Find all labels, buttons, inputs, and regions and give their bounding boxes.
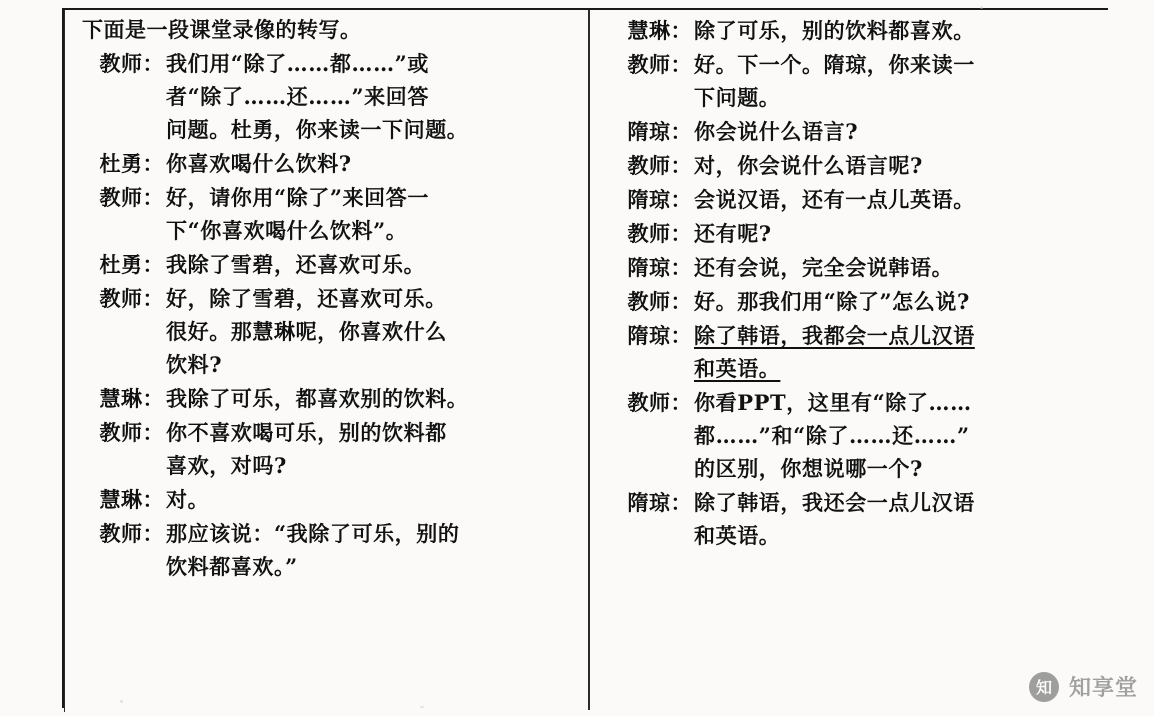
dialogue-turn <box>600 149 1100 182</box>
utterance-text <box>692 217 1100 250</box>
watermark-label: 知享堂 <box>1068 675 1138 701</box>
speaker-label: 教师： <box>99 51 164 76</box>
utterance-text <box>692 183 1100 216</box>
left-column <box>72 14 584 584</box>
dialogue-turn <box>600 48 1100 114</box>
speaker-label: 杜勇： <box>99 252 164 277</box>
dialogue-turn <box>72 47 584 146</box>
utterance-line: 除了韩语，我还会一点儿汉语 <box>694 490 975 515</box>
paper-speck <box>980 6 983 9</box>
speaker-label: 隋琼： <box>627 323 692 348</box>
utterance-text <box>164 483 584 516</box>
speaker-label: 隋琼： <box>627 255 692 280</box>
utterance-line: 除了韩语，我都会一点儿汉语 <box>694 323 975 348</box>
watermark <box>1029 671 1138 702</box>
utterance-line: 对，你会说什么语言呢? <box>694 153 923 178</box>
utterance-line: 下“你喜欢喝什么饮料”。 <box>166 218 408 243</box>
dialogue-turn <box>72 147 584 180</box>
utterance-text <box>692 115 1100 148</box>
utterance-line: 好，请你用“除了”来回答一 <box>166 185 429 210</box>
speaker-label: 教师： <box>627 221 692 246</box>
intro-text: 下面是一段课堂录像的转写。 <box>82 17 362 42</box>
utterance-line: 者“除了……还……”来回答 <box>166 84 429 109</box>
speaker-label: 隋琼： <box>627 119 692 144</box>
utterance-line: 的区别，你想说哪一个? <box>694 456 923 481</box>
utterance-line: 好。下一个。隋琼，你来读一 <box>694 52 975 77</box>
speaker-label: 教师： <box>99 286 164 311</box>
dialogue-turn <box>600 486 1100 552</box>
utterance-line: 饮料? <box>166 352 223 377</box>
utterance-line: 那应该说：“我除了可乐，别的 <box>166 521 460 546</box>
utterance-line: 会说汉语，还有一点儿英语。 <box>694 187 975 212</box>
right-column <box>600 14 1100 553</box>
dialogue-turn <box>600 115 1100 148</box>
utterance-line: 你不喜欢喝可乐，别的饮料都 <box>166 420 447 445</box>
utterance-text <box>164 181 584 247</box>
utterance-line: 除了可乐，别的饮料都喜欢。 <box>694 18 975 43</box>
utterance-text <box>692 285 1100 318</box>
utterance-line: 还有呢? <box>694 221 772 246</box>
dialogue-turn <box>600 285 1100 318</box>
utterance-text <box>692 48 1100 114</box>
utterance-line: 饮料都喜欢。” <box>166 554 298 579</box>
utterance-text <box>164 517 584 583</box>
utterance-line: 对。 <box>166 487 210 512</box>
utterance-line: 问题。杜勇，你来读一下问题。 <box>166 117 469 142</box>
speaker-label: 隋琼： <box>627 187 692 212</box>
utterance-line: 很好。那慧琳呢，你喜欢什么 <box>166 319 447 344</box>
watermark-logo-icon: 知 <box>1029 672 1059 702</box>
dialogue-turn <box>72 483 584 516</box>
speaker-label: 教师： <box>627 52 692 77</box>
column-divider <box>588 10 590 710</box>
utterance-line: 好，除了雪碧，还喜欢可乐。 <box>166 286 447 311</box>
paper-speck <box>120 700 123 703</box>
speaker-label: 隋琼： <box>627 490 692 515</box>
utterance-line: 你会说什么语言? <box>694 119 859 144</box>
utterance-text <box>692 149 1100 182</box>
utterance-line: 都……”和“除了……还……” <box>694 423 970 448</box>
speaker-label: 慧琳： <box>627 18 692 43</box>
utterance-line: 我们用“除了……都……”或 <box>166 51 429 76</box>
dialogue-turn <box>600 386 1100 485</box>
speaker-label: 教师： <box>99 185 164 210</box>
utterance-text <box>692 251 1100 284</box>
utterance-text <box>692 386 1100 485</box>
utterance-text <box>164 282 584 381</box>
utterance-line: 你喜欢喝什么饮料? <box>166 151 352 176</box>
utterance-line: 我除了雪碧，还喜欢可乐。 <box>166 252 426 277</box>
dialogue-turn <box>72 517 584 583</box>
dialogue-turn <box>72 416 584 482</box>
dialogue-turn <box>600 14 1100 47</box>
paper-speck <box>420 706 424 708</box>
speaker-label: 杜勇： <box>99 151 164 176</box>
utterance-line: 你看PPT，这里有“除了…… <box>694 390 972 415</box>
utterance-text <box>164 382 584 415</box>
speaker-label: 教师： <box>627 153 692 178</box>
utterance-line: 好。那我们用“除了”怎么说? <box>694 289 970 314</box>
utterance-line: 和英语。 <box>694 523 781 548</box>
utterance-line: 和英语。 <box>694 356 781 381</box>
utterance-line: 我除了可乐，都喜欢别的饮料。 <box>166 386 469 411</box>
utterance-text <box>692 14 1100 47</box>
speaker-label: 教师： <box>99 521 164 546</box>
utterance-line: 下问题。 <box>694 85 781 110</box>
dialogue-turn-underlined <box>600 319 1100 385</box>
utterance-line: 喜欢，对吗? <box>166 453 287 478</box>
dialogue-turn <box>600 183 1100 216</box>
utterance-text <box>164 248 584 281</box>
speaker-label: 教师： <box>99 420 164 445</box>
dialogue-turn <box>72 181 584 247</box>
utterance-text <box>692 486 1100 552</box>
speaker-label: 慧琳： <box>99 487 164 512</box>
dialogue-turn <box>72 282 584 381</box>
utterance-text <box>692 319 1100 385</box>
utterance-line: 还有会说，完全会说韩语。 <box>694 255 954 280</box>
dialogue-turn <box>600 217 1100 250</box>
speaker-label: 教师： <box>627 289 692 314</box>
dialogue-turn <box>600 251 1100 284</box>
utterance-text <box>164 147 584 180</box>
speaker-label: 教师： <box>627 390 692 415</box>
dialogue-turn <box>72 248 584 281</box>
utterance-text <box>164 416 584 482</box>
dialogue-turn <box>72 382 584 415</box>
speaker-label: 慧琳： <box>99 386 164 411</box>
utterance-text <box>164 47 584 146</box>
